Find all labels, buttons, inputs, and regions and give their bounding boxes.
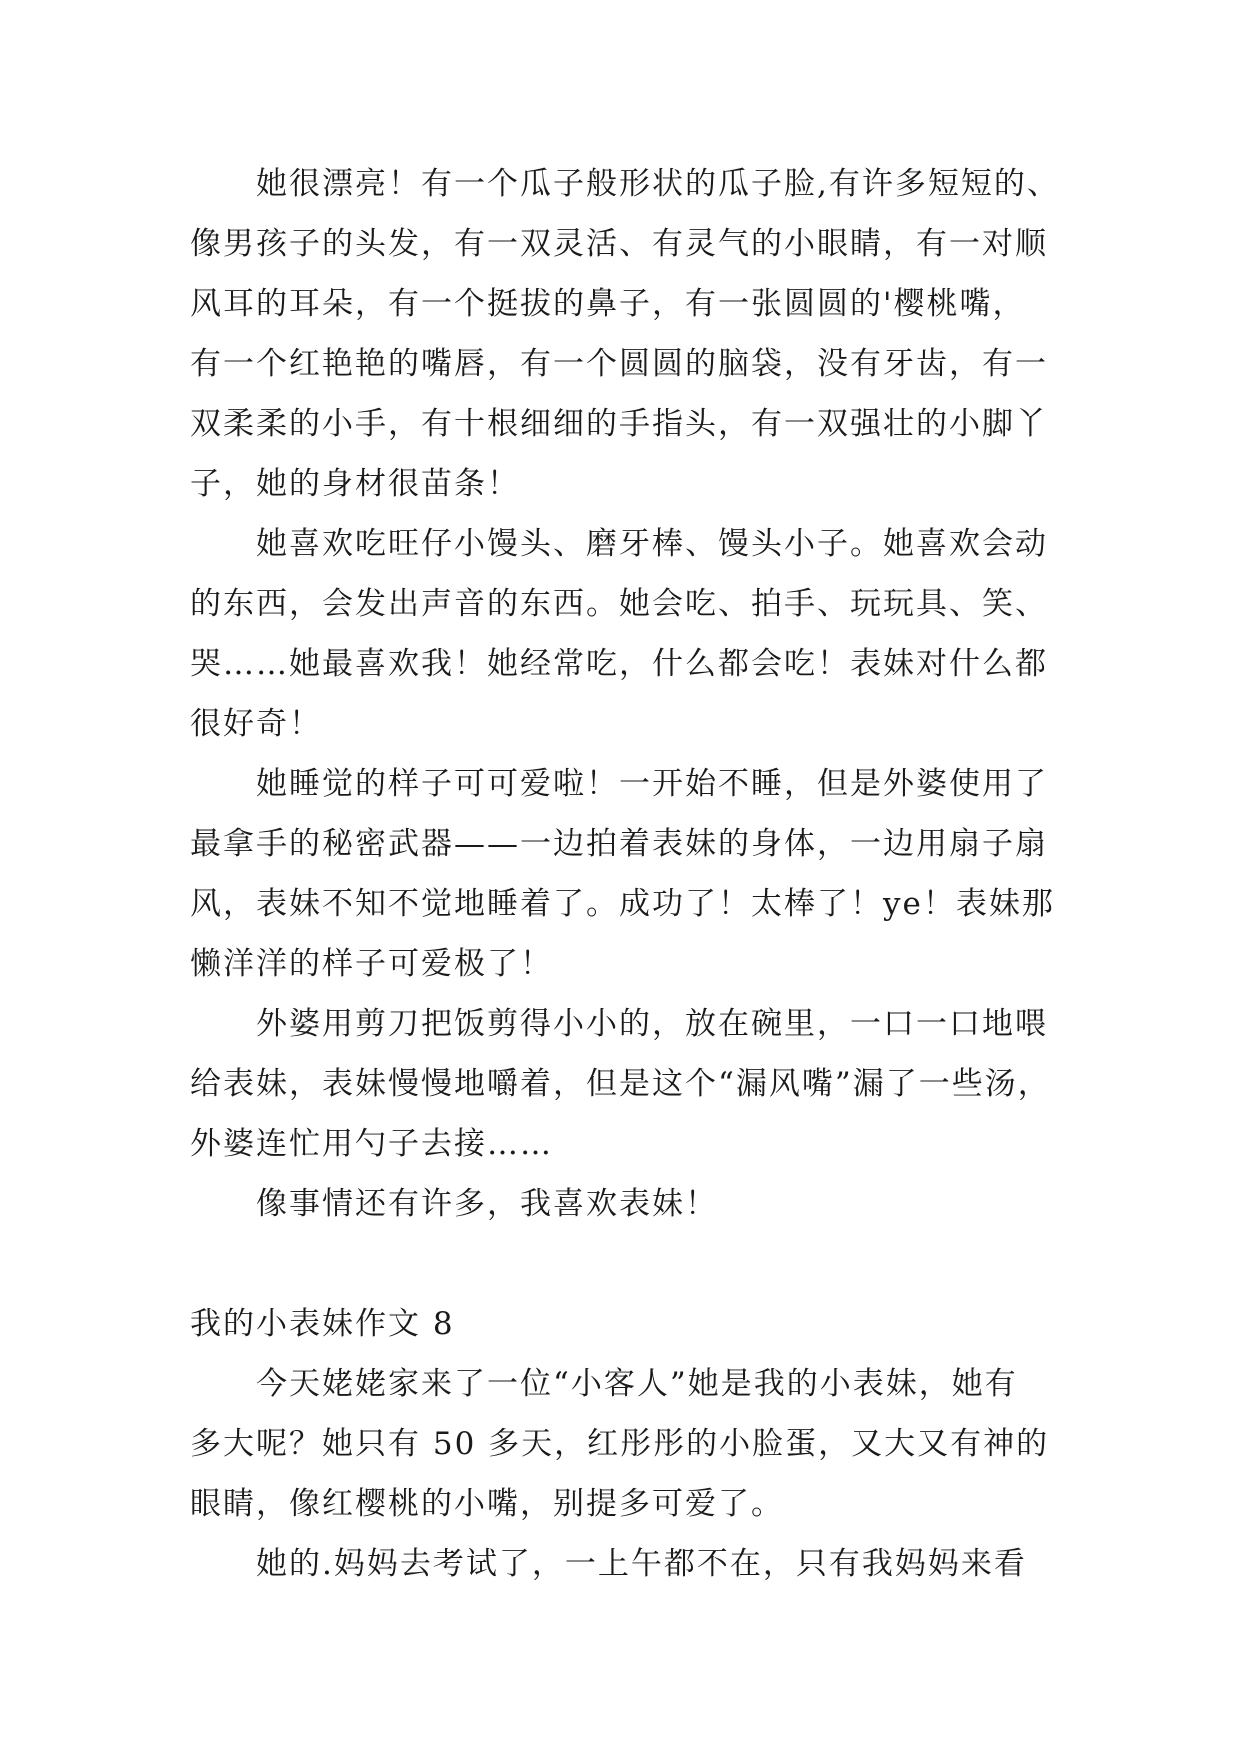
text-line: 很好奇！ [190, 706, 322, 742]
text-line: 今天姥姥家来了一位“小客人”她是我的小表妹，她有 [190, 1366, 1018, 1402]
text-line: 风，表妹不知不觉地睡着了。成功了！太棒了！ye！表妹那 [190, 886, 1055, 922]
text-line: 她喜欢吃旺仔小馒头、磨牙棒、馒头小子。她喜欢会动 [190, 526, 1048, 562]
section-heading: 我的小表妹作文 8 [190, 1306, 455, 1342]
text-line: 子，她的身材很苗条！ [190, 466, 520, 502]
text-line: 懒洋洋的样子可爱极了！ [190, 946, 553, 982]
text-line: 她很漂亮！有一个瓜子般形状的瓜子脸,有许多短短的、 [190, 166, 1060, 202]
text-line: 有一个红艳艳的嘴唇，有一个圆圆的脑袋，没有牙齿，有一 [190, 346, 1048, 382]
text-line: 给表妹，表妹慢慢地嚼着，但是这个“漏风嘴”漏了一些汤， [190, 1066, 1051, 1102]
text-line: 像事情还有许多，我喜欢表妹！ [190, 1186, 718, 1222]
text-line: 她的.妈妈去考试了，一上午都不在，只有我妈妈来看 [190, 1546, 1027, 1582]
text-line: 双柔柔的小手，有十根细细的手指头，有一双强壮的小脚丫 [190, 406, 1048, 442]
text-line: 最拿手的秘密武器——一边拍着表妹的身体，一边用扇子扇 [190, 826, 1048, 862]
text-line: 风耳的耳朵，有一个挺拔的鼻子，有一张圆圆的'樱桃嘴， [190, 286, 1026, 322]
text-line: 多大呢？她只有 50 多天，红彤彤的小脸蛋，又大又有神的 [190, 1426, 1050, 1462]
text-line: 外婆连忙用勺子去接…… [190, 1126, 553, 1162]
text-line: 的东西，会发出声音的东西。她会吃、拍手、玩玩具、笑、 [190, 586, 1048, 622]
text-line: 眼睛，像红樱桃的小嘴，别提多可爱了。 [190, 1486, 784, 1522]
text-line: 外婆用剪刀把饭剪得小小的，放在碗里，一口一口地喂 [190, 1006, 1048, 1042]
text-line: 像男孩子的头发，有一双灵活、有灵气的小眼睛，有一对顺 [190, 226, 1048, 262]
text-line: 她睡觉的样子可可爱啦！一开始不睡，但是外婆使用了 [190, 766, 1048, 802]
text-line: 哭……她最喜欢我！她经常吃，什么都会吃！表妹对什么都 [190, 646, 1048, 682]
